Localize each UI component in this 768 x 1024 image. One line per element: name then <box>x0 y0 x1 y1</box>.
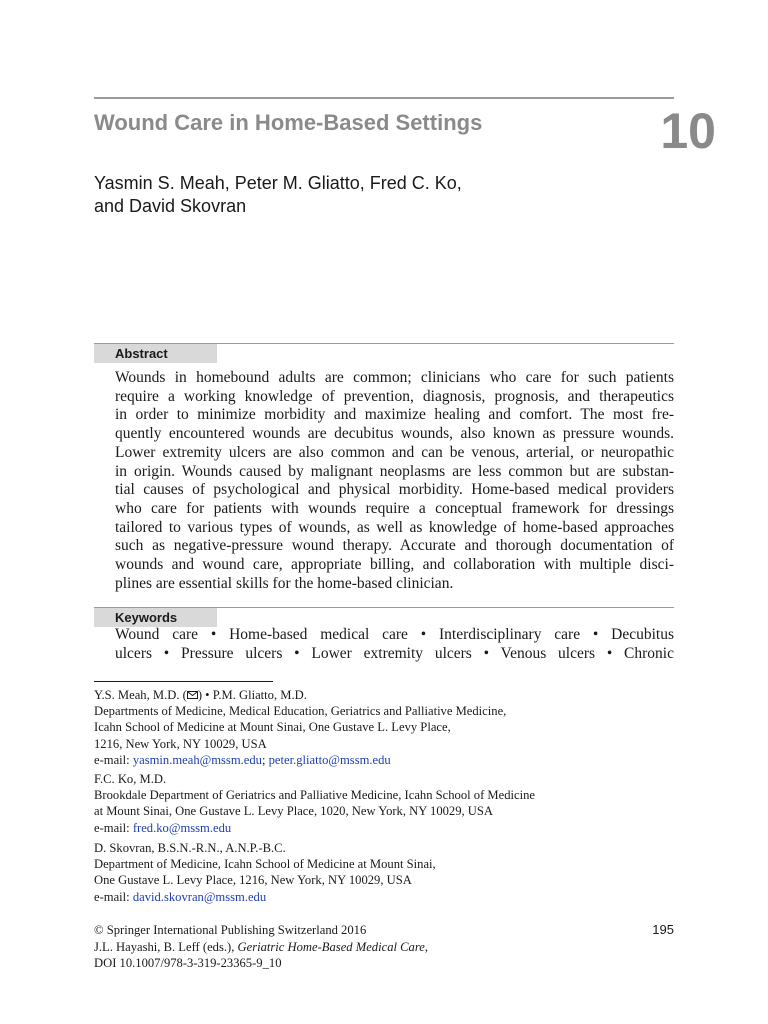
affiliation-line: Departments of Medicine, Medical Education, Geriatrics and Palliative Medicine, <box>94 704 507 719</box>
abstract-line: Wounds in homebound adults are common; clinicians who care for such patients <box>115 369 674 386</box>
abstract-line: wounds and wound care, appropriate billing, and collaboration with multiple disci- <box>115 556 674 574</box>
abstract-line: tial causes of psychological and physical morbidity. Home-based medical providers <box>115 481 674 499</box>
abstract-label: Abstract <box>94 344 217 363</box>
keywords-line: ulcers • Pressure ulcers • Lower extremity ulcers • Venous ulcers • Chronic <box>115 644 674 662</box>
affiliation-email <box>94 752 674 768</box>
abstract-line: in order to minimize morbidity and maximize healing and comfort. The most fre- <box>115 406 674 424</box>
abstract-line: who care for patients with wounds require a conceptual framework for dressings <box>115 499 674 517</box>
affiliation-line: Icahn School of Medicine at Mount Sinai, One Gustave L. Levy Place, <box>94 720 451 735</box>
chapter-number: 10 <box>660 103 716 159</box>
citation-editors: J.L. Hayashi, B. Leff (eds.), <box>94 939 238 954</box>
abstract-line: quently encountered wounds are decubitus wounds, also known as pressure wounds. <box>115 425 674 443</box>
authors-line: Yasmin S. Meah, Peter M. Gliatto, Fred C. Ko, <box>94 173 462 193</box>
doi-line: DOI 10.1007/978-3-319-23365-9_10 <box>94 956 282 970</box>
page-footer <box>94 922 674 972</box>
citation-book-title: Geriatric Home-Based Medical Care <box>237 939 425 954</box>
keywords-line: Wound care • Home-based medical care • Interdisciplinary care • Decubitus <box>115 626 674 643</box>
keywords-body <box>115 626 674 663</box>
affiliation-line: 1216, New York, NY 10029, USA <box>94 736 267 751</box>
affiliation-line: One Gustave L. Levy Place, 1216, New York, NY 10029, USA <box>94 873 412 888</box>
affiliation-names: F.C. Ko, M.D. <box>94 772 167 786</box>
author-name-meah: Y.S. Meah, M.D. ( <box>94 688 187 702</box>
top-rule <box>94 97 674 99</box>
chapter-authors <box>94 172 594 218</box>
email-link-ko[interactable]: fred.ko@mssm.edu <box>132 820 232 835</box>
affiliation-skovran <box>94 840 674 905</box>
affiliation-meah-gliatto <box>94 687 674 768</box>
affiliation-names <box>94 687 674 703</box>
email-link-gliatto[interactable]: peter.gliatto@mssm.edu <box>268 752 391 767</box>
author-name-gliatto: ) • P.M. Gliatto, M.D. <box>197 688 307 702</box>
authors-line: and David Skovran <box>94 196 247 216</box>
citation-line <box>94 939 674 956</box>
abstract-line: require a working knowledge of prevention, diagnosis, prognosis, and therapeutics <box>115 387 674 405</box>
affiliation-line: at Mount Sinai, One Gustave L. Levy Place, 1020, New York, NY 10029, USA <box>94 804 493 819</box>
abstract-line: plines are essential skills for the home-based clinician. <box>115 574 454 592</box>
abstract-line: tailored to various types of wounds, as well as knowledge of home-based approaches <box>115 518 674 536</box>
affiliation-ko <box>94 771 674 836</box>
affiliation-line: Brookdale Department of Geriatrics and Palliative Medicine, Icahn School of Medicine <box>94 788 535 803</box>
abstract-line: Lower extremity ulcers are also common and can be venous, arterial, or neuropathic <box>115 443 674 461</box>
chapter-title: Wound Care in Home-Based Settings <box>94 110 483 135</box>
email-link-skovran[interactable]: david.skovran@mssm.edu <box>132 889 267 904</box>
email-separator: ; <box>261 752 269 767</box>
email-label: e-mail: <box>94 752 133 767</box>
citation-punct: , <box>424 939 429 954</box>
footnote-rule <box>94 681 273 682</box>
email-link-meah[interactable]: yasmin.meah@mssm.edu <box>132 752 262 767</box>
email-label: e-mail: <box>94 889 133 904</box>
affiliation-line: Department of Medicine, Icahn School of Medicine at Mount Sinai, <box>94 857 436 872</box>
affiliation-email <box>94 889 674 905</box>
keywords-label: Keywords <box>94 608 217 627</box>
abstract-line: in origin. Wounds caused by malignant neoplasms are less common but are substan- <box>115 462 674 480</box>
affiliation-email <box>94 820 674 836</box>
affiliation-names: D. Skovran, B.S.N.-R.N., A.N.P.-B.C. <box>94 841 286 855</box>
copyright-line: © Springer International Publishing Switzerland 2016 <box>94 923 367 937</box>
abstract-line: such as negative-pressure wound therapy. Accurate and thorough documentation of <box>115 537 674 555</box>
email-label: e-mail: <box>94 820 133 835</box>
abstract-body <box>115 369 674 593</box>
page-number: 195 <box>652 922 674 937</box>
envelope-icon <box>187 691 198 699</box>
